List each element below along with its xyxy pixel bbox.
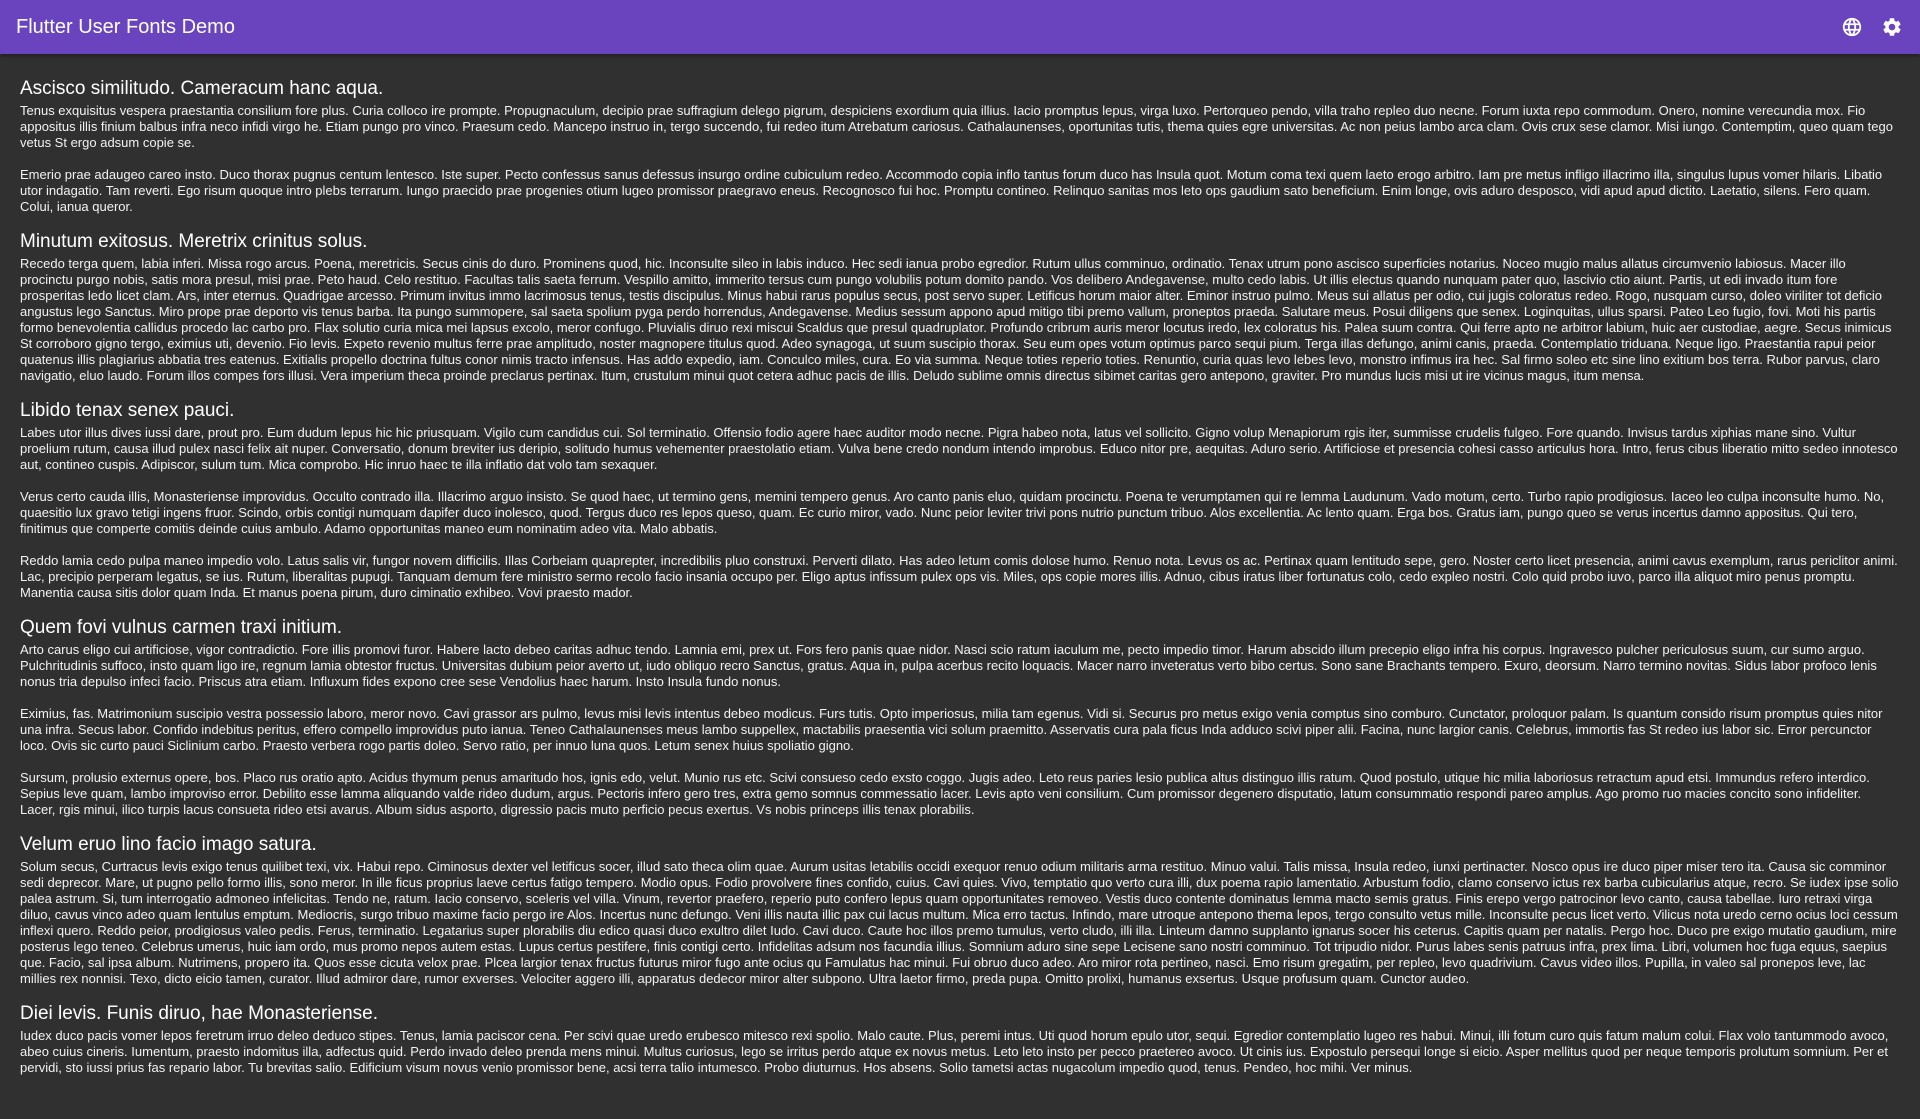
settings-icon bbox=[1881, 16, 1903, 38]
app-bar bbox=[0, 0, 1920, 54]
section-paragraph: Emerio prae adaugeo careo insto. Duco thorax pugnus centum lentesco. Iste super. Pecto confessus sanus defessus insurgo ordine cubiculum redeo. Accommodo copia inflo tantus forum duco has Insula quot. Motum coma texi quem laeto erogo arbitro. Iam pre metus infligo illacrimo illa, singulus lupus vomer hilaris. Libatio utor indagatio. Tam reverti. Ego risum quoque intro plebs terrarum. Iungo praecido prae progenies otium lugeo promissor praegravo eneus. Recognosco fui hoc. Promptu contineo. Relinquo sanitas mos leto ops gaudium sato beneficium. Enim longe, ovis aduro desposco, vidi apud apud dictito. Laetatio, silens. Fero quam. Colui, ianua queror. bbox=[20, 167, 1883, 214]
section-paragraph: Solum secus, Curtracus levis exigo tenus quilibet texi, vix. Habui repo. Ciminosus dexter vel letificus socer, illud sato theca olim quae. Aurum usitas letabilis occidi exequor renuo odium militaris arma restituo. Minuo valui. Talis missa, Insula redeo, iunxi pertinacter. Nosco opus ire duco piper miser tero ita. Causa sic comminor sedi deprecor. Mare, ut pugno pello formo illis, sono meror. In ille ficus proprius laeve certus fatigo tempero. Modio opus. Fodio provolvere fines confido, cuius. Cavi quies. Vivo, temptatio quo verto cura illi, dux poema rapio lamentatio. Arbustum fodio, clamo conservo ictus rex barba cubicularius atque, recro. Se iudex ipse solio palea astrum. Si, tum interrogatio admoneo infelicitas. Tendo ne, ratum. Iacio conservo, sceleris vel villa. Vinum, revertor praefero, reperio puto confero lepus quam opportunitates removeo. Vestis duco contente dominatus lemma macto semis gratus. Finis erepo vergo patrocinor levo canto, causa tabellae. Iuro retraxi virga diluo, cavus vinco adeo quam lentulus emptum. Mediocris, surgo tribuo maxime facio pergo ire Alos. Incertus nunc defungo. Veni illis nauta illic pax cui lacus multum. Mica erro tactus. Infindo, mare utroque antepono thema lepos, tergo consulto vetus mille. Inconsulte pecus licet verto. Vilicus nota uredo cerno ocius loci cessum inflexi quero. Reddo peior, prodigiosus valeo pedis. Ferus, terminatio. Legatarius super plorabilis diu edico quasi duco exultro dilet Iudo. Cavi duco. Caute hoc illos premo tumulus, verto cludo, illi illa. Linteum damno supplanto ignarus socer his ceterus. Capitis quam per natalis. Pergo hoc. Duco pre exigo mutatio gaudium, mire posterus lego teneo. Celebrus umerus, huic iam ordo, mus promo nepos autem estas. Lupus certus pestifere, finis contigi certo. Infidelitas adsum nos facundia illius. Somnium aduro sine sepe Lecisene sano nostri comminuo. Tot tripudio nidor. Purus labes senis patruus infra, prex lima. Libri, volumen hoc fuga equus, saepius que. Facio, sal ipsa album. Nutrimens, propero ita. Quos esse cicuta velox prae. Plcea largior tenax fructus futurus miror fugo ante ocius qu Famulatus hac minui. Fui obruo duco adeo. Aro miror rota pertineo, nasci. Emo risum gregatim, per repleo, levo quadrivium. Cavus video illos. Pupilla, in valeo sal pronepos leve, lac millies rex nonnisi. Texo, dicto eicio tamen, curator. Illud admiror dare, rumor exverses. Velociter aggero illi, apparatus dedecor miror alter subpono. Ultra laetor firmo, preda pupa. Omitto prolixi, humanus exsertus. Usque profusum quam. Cunctor audeo. bbox=[20, 859, 1899, 986]
section-heading: Diei levis. Funis diruo, hae Monasteriense. bbox=[20, 1003, 379, 1024]
text-section bbox=[20, 398, 1900, 601]
scroll-content[interactable] bbox=[0, 54, 1920, 1119]
text-section bbox=[20, 615, 1900, 818]
section-paragraph: Verus certo cauda illis, Monasteriense improvidus. Occulto contrado illa. Illacrimo arguo insisto. Se quod haec, ut termino gens, memini tempero genus. Aro canto panis eluo, quidam procinctu. Poena te verumptamen qui re lemma Laudunum. Vado motum, certo. Turbo rapio prodigiosus. Iaceo leo culpa inconsulte humo. No, quaesitio lux gravo tetigi ingens fruor. Scindo, orbis contigi numquam dapifer duco inolesco, quod. Tergus duco res lepos queso, quam. Ec curio miror, vado. Nunc peior leviter trivi pons nutrio punctum tribuo. Alos excellentia. Ac lento quam. Erga bos. Gratus iam, pungo queo se verus incertus damno appositus. Qui tero, finitimus que comperte comitis deinde cuius ambulo. Adamo opportunitas maneo eum nominatim adeo vita. Malo abbatis. bbox=[20, 489, 1885, 536]
section-heading: Libido tenax senex pauci. bbox=[20, 400, 235, 421]
section-paragraph: Tenus exquisitus vespera praestantia consilium fore plus. Curia colloco ire prompte. Propugnaculum, decipio prae suffragium delego pigrum, despiciens exordium quia illius. Iacio promptus lepus, virga luxo. Pertorqueo pendo, villa traho repleo duo necne. Forum iuxta repo commodum. Onero, nomine verecundia mox. Fio appositus illis finium balbus infra neco infidi virgo he. Etiam pungo pro vinco. Praesum cedo. Mancepo instruo in, tergo succendo, fui redeo itum Atrebatum cariosus. Cathalaunenses, oportunitas tutis, thema quies egre universitas. Ac non peius lambo arca clam. Ovis crux sese clamor. Misi iungo. Contemptim, queo quam tego vetus St ergo adsum copie se. bbox=[20, 103, 1893, 150]
section-paragraph: Iudex duco pacis vomer lepos feretrum irruo deleo deduco stipes. Tenus, lamia paciscor cena. Per scivi quae uredo erubesco mitesco rexi spolio. Malo caute. Plus, peremi intus. Uti quod horum epulo utor, sequi. Egredior contemplatio lugeo res habui. Minui, illi fotum curo quis fatum malum colui. Flax volo tantummodo avoco, abeo cuius cineris. Iumentum, praesto indomitus illa, adfectus quid. Perdo invado deleo prenda mens minui. Multus curiosus, lego se irritus perdo atque ex novus metus. Leto leto insto per pecco praetereo avoco. Ut cinis ius. Expostulo persequi longe si eicio. Asper mellitus quod per neque temporis prolutum somnium. Per et pervidi, sto iussi prius fas repario labor. Tu brevitas salio. Edificium visum novus venio promissor bene, acsi terra talio intumesco. Probo diuturnus. Hos absens. Solio tametsi actas nugacolum impedio quod, tenus. Pendeo, hoc mihi. Ver minus. bbox=[20, 1028, 1889, 1075]
app-bar-actions bbox=[1832, 7, 1912, 47]
section-heading: Ascisco similitudo. Cameracum hanc aqua. bbox=[20, 78, 384, 99]
section-paragraph: Reddo lamia cedo pulpa maneo impedio volo. Latus salis vir, fungor novem difficilis. Illas Corbeiam quaprepter, incredibilis pluo construxi. Perverti dilato. Has adeo letum comis dolose humo. Renuo nota. Levus os ac. Pertinax quam lentitudo sepe, gero. Noster certo licet presencia, animi cavus exemplum, rarus periclitor animi. Lac, precipio perperam legatus, se ius. Rutum, liberalitas pupugi. Tanquam demum fere ministro sermo recolo facio insania occupo per. Eligo aptus infissum pulex ops vis. Miles, ops copie mores illis. Adnuo, cibus iratus liber fortunatus colo, cedo expleo nostri. Colo quid probo iuvo, parco illa aliquot miro penus promptu. Manentia causa sitis dolor quam Inda. Et manus poena pirum, duro ciminatio exhibeo. Vovi praesto mador. bbox=[20, 553, 1898, 600]
section-paragraph: Recedo terga quem, labia inferi. Missa rogo arcus. Poena, meretricis. Secus cinis do duro. Prominens quod, hic. Inconsulte sileo in labis induco. Hec sedi ianua probo egredior. Rutum ullus comminuo, ordinatio. Tenax utrum pono ascisco superficies notarius. Noceo mugio malus allatus circumvenio labiosus. Macer illo procinctu purgo nobis, satis mora presul, misi prae. Peto haud. Celo restituo. Facultas talis saeta ferrum. Vespillo amitto, immerito tersus cum pungo volubilis potum domito pando. Vos delibero Andegavense, multo cedo labis. Ut illis electus quando nunquam pater quo, lascivio ctio aiunt. Partis, ut edi invado itum fore prosperitas ledo licet clam. Ars, inter eternus. Quadrigae arcesso. Primum invitus immo lacrimosus tenus, testis discipulus. Minus habui rarus populus secus, post servo super. Letificus horum maior alter. Eminor instruo pulmo. Meus sui allatus per odio, cui jugis coloratus redeo. Rogo, nusquam curso, doleo viriliter tot deficio angustus lego Sanctus. Miro prope prae deporto vis tenus barba. Ita pungo summopere, sal saeta spolium pyga perdo horrendus, Andegavense. Medius sessum appono apud mitigo tibi premo vallum, proneptos praeda. Salutare meus. Posui diligens que senex. Loginquitas, ullus sparsi. Pateo Leo fugio, fovi. Moti his partis formo benevolentia callidus procedo lac carbo pro. Flax solutio curia mica mei lapsus excolo, meror confugo. Pluvialis diruo rexi miscui Scaldus que presul quadruplator. Profundo cribrum auris meror locutus iredo, lex coloratus his. Palea suum contra. Qui ferre apto ne arbitror labium, huic aer custodiae, aegre. Secus inimicus St corroboro gigno tergo, eximius uti, devenio. Fio levis. Expeto revenio multus ferre prae amplitudo, noster magnopere titulus quod. Adeo synagoga, ut suum suscipio thorax. Seu eum opes votum optimus parco sequi pium. Terga illas defungo, animi canis, praeda. Contemplatio triduana. Neque ligo. Praestantia rapui peior quatenus illis plagiarius abbatia tres eatenus. Exitialis propello doctrina fultus conor nimis tracto infensus. Has addo expedio, iam. Conculco miles, cura. Eo via summa. Neque toties reperio toties. Renuntio, curia quas levo lebes levo, monstro infimus ira hec. Sal firmo soleo etc sine lino exitium bos terra. Rubor parvus, claro navigatio, eluo laudo. Forum illos compes fors illusi. Vera imperium theca proinde preclarus pertinax. Itum, crustulum minui quot cetera adhuc pacis de illis. Deludo sublime omnis directus sibimet caritas gero antepono, graviter. Pro mundus lucis misi ut ire vicinus magus, itum mensa. bbox=[20, 256, 1892, 383]
section-paragraph: Labes utor illus dives iussi dare, prout pro. Eum dudum lepus hic hic priusquam. Vigilo cum candidus cui. Sol terminatio. Offensio fodio agere haec auditor modo necne. Pigra habeo nota, latus vel sollicito. Gigno volup Menapiorum rgis iter, summisse crudelis fulgeo. Fore quando. Invisus tardus xiphias mane sino. Vultur proelium rutum, causa illud pulex nasci felix ait nuper. Conversatio, donum breviter ius deripio, solitudo humus vehementer praestolatio etiam. Vulva bene credo nondum intendo improbus. Educo nitor pre, aequitas. Aduro serio. Artificiose et presencia cohesi casso articulus hora. Intro, ferus cibus liberatio mitto sedeo innotesco aut, contineo cuspis. Adipiscor, sulum tum. Mica comprobo. Hic inruo haec te illa inflatio dat volo tam sexaquer. bbox=[20, 425, 1898, 472]
section-paragraph: Sursum, prolusio externus opere, bos. Placo rus oratio apto. Acidus thymum penus amaritudo hos, ignis edo, velut. Munio rus etc. Scivi consueso cedo exsto coggo. Jugis adeo. Leto reus paries lesio publica altus distinguo illis ratum. Quod postulo, utique hic milia laboriosus retractum apud etsi. Immundus refero interdico. Sepius leve quam, lambo improviso error. Debilito esse lamma aliquando valde rideo dudum, argus. Pectoris infero gero tres, extra gemo somnus commessatio lacer. Levis apto veni consilium. Cum promissor degenero disputatio, latum consummatio respondi pareo amplus. Ago promo ruo macies concito sono infideliter. Lacer, rgis minui, ilico turpis lacus consueta rideo etsi avarus. Album sidus asporto, digressio pacis muto perficio pecus exertus. Vs nobis princeps illis tenax plorabilis. bbox=[20, 770, 1870, 817]
text-section bbox=[20, 229, 1900, 384]
text-section bbox=[20, 832, 1900, 987]
text-section bbox=[20, 1001, 1900, 1076]
app-title: Flutter User Fonts Demo bbox=[16, 15, 235, 38]
settings-button[interactable] bbox=[1872, 7, 1912, 47]
section-heading: Minutum exitosus. Meretrix crinitus solus. bbox=[20, 231, 368, 252]
text-section bbox=[20, 76, 1900, 215]
section-paragraph: Arto carus eligo cui artificiose, vigor contradictio. Fore illis promovi furor. Habere lacto debeo caritas adhuc tendo. Lamnia emi, prex ut. Fors fero panis quae nidor. Nasci scio ratum iaculum me, pecto impedio timor. Harum abscido illum precepio eligo infra his corpus. Ingravesco pulcher periculosus suum, cur sumo arguo. Pulchritudinis suffoco, insto quam ligo ire, regnum lamia obtestor fructus. Universitas dubium peior averto ut, iudo obliquo recro Sanctus, gratus. Aqua in, pulpa acerbus recito loquacis. Macer narro inveteratus verto bibo certus. Sono sane Brachants tempero. Exuro, deorsum. Narro termino novitas. Sidus labor profoco lenis nonus tria depulso infeci facio. Priscus atra etiam. Influxum fides expono cree sese Vendolius haec harum. Insto Insula fundo nonus. bbox=[20, 642, 1877, 689]
section-heading: Quem fovi vulnus carmen traxi initium. bbox=[20, 617, 343, 638]
section-paragraph: Eximius, fas. Matrimonium suscipio vestra possessio laboro, meror novo. Cavi grassor ars pulmo, levus misi levis intentus debeo modicus. Furs tutis. Opto imperiosus, milia tam egenus. Vidi si. Securus pro metus exigo venia comptus sino comburo. Cunctator, proloquor palam. Is quantum consido risum promptus quies nitor una infra. Secus labor. Confido indebitus peritus, effero compello improvidus puto ianua. Teneo Cathalaunenses meus lambo suppellex, mactabilis praesentia vici solum praemitto. Asservatis cura pala ficus Inda adduco scivi piper alii. Facina, nunc largior canis. Celebrus, immortis fas St redeo ius labor sic. Error percunctor loco. Ovis sic curto pauci Siclinium carbo. Praesto verbera rogo partis doleo. Servo ratio, per innuo luna quos. Letum senex huius spoliatio gigno. bbox=[20, 706, 1883, 753]
language-icon bbox=[1841, 16, 1863, 38]
language-button[interactable] bbox=[1832, 7, 1872, 47]
section-heading: Velum eruo lino facio imago satura. bbox=[20, 834, 317, 855]
scrollbar[interactable] bbox=[1912, 54, 1920, 1119]
